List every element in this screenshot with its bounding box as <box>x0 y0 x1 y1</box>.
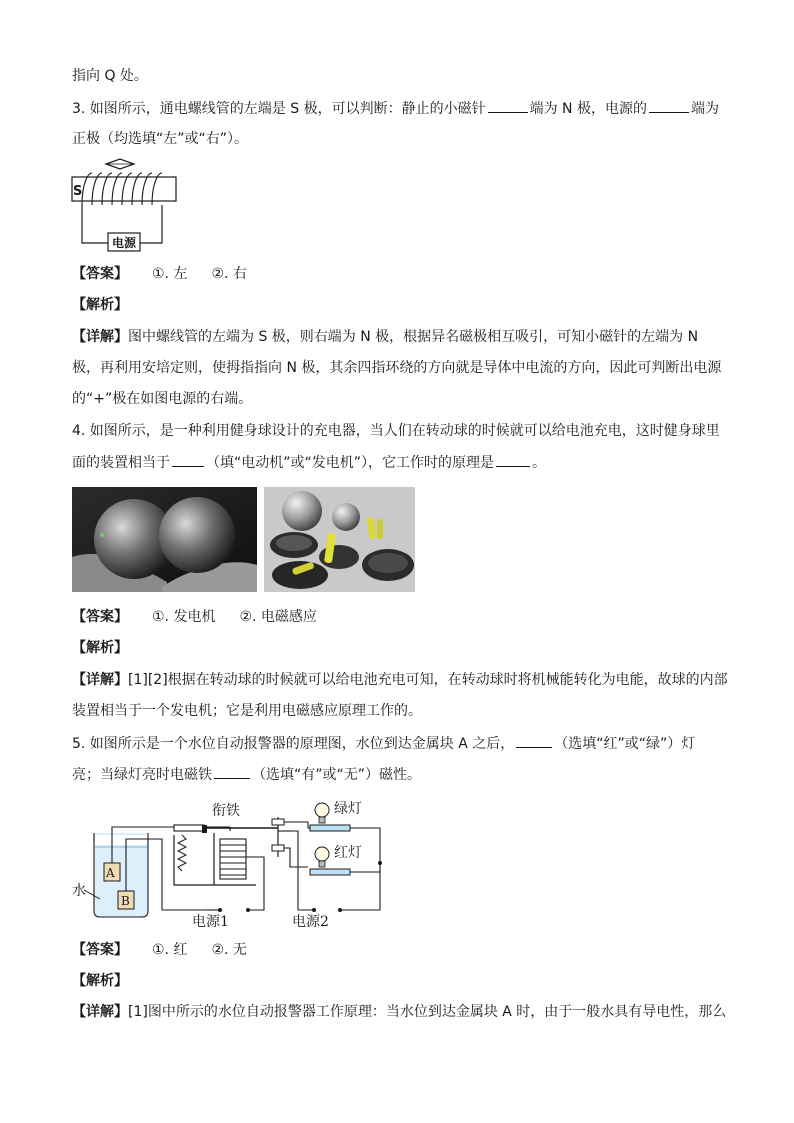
q5-answer-row <box>72 940 247 960</box>
q3-answer-1: ①. 左 <box>152 266 188 282</box>
detail-tag: 【详解】 <box>72 1004 128 1020</box>
q4-answer-row <box>72 607 317 627</box>
ball-right <box>159 497 235 573</box>
power2-label: 电源2 <box>292 914 329 930</box>
q3-answer-2: ②. 右 <box>211 266 247 282</box>
q5-blank-1 <box>516 733 552 748</box>
q3-analysis-tag: 【解析】 <box>72 297 128 313</box>
q4-analysis-tag: 【解析】 <box>72 640 128 656</box>
q4-detail-line-2: 装置相当于一个发电机；它是利用电磁感应原理工作的。 <box>72 703 422 719</box>
question-3-line-1 <box>72 98 719 119</box>
solenoid-figure <box>70 155 180 255</box>
solenoid-core <box>72 177 176 201</box>
q4-detail-text-1: [1][2]根据在转动球的时候就可以给电池充电可知，在转动球时将机械能转化为电能，故球的内部 <box>128 672 728 688</box>
power-source-label: 电源 <box>111 236 137 250</box>
q4-blank-2 <box>496 452 530 467</box>
q5-detail-line-1 <box>72 1002 726 1022</box>
detail-tag: 【详解】 <box>72 672 128 688</box>
water-label: 水 <box>72 883 86 899</box>
green-lamp-bulb <box>315 803 329 817</box>
q3-text-c: 端为 <box>690 101 719 117</box>
q3-blank-1 <box>488 98 528 113</box>
red-lamp-label: 红灯 <box>334 845 362 861</box>
q5-text-c: 亮；当绿灯亮时电磁铁 <box>72 767 212 783</box>
text-line-continuation: 指向 Q 处。 <box>72 68 148 84</box>
q4-text-b: （填“电动机”或“发电机”），它工作时的原理是 <box>206 455 495 471</box>
q4-blank-1 <box>172 452 204 467</box>
question-4-line-2 <box>72 452 546 473</box>
water-level-alarm-figure <box>70 795 390 930</box>
power1-label: 电源1 <box>192 914 229 930</box>
q5-answer-1: ①. 红 <box>152 942 188 958</box>
q5-text-b: （选填“红”或“绿”）灯 <box>554 736 696 752</box>
question-4-line-1: 4. 如图所示，是一种利用健身球设计的充电器，当人们在转动球的时候就可以给电池充电，这时健身球里 <box>72 423 720 439</box>
label-a: A <box>106 866 115 880</box>
q3-detail-line-2: 极，再利用安培定则，使拇指指向 N 极，其余四指环绕的方向就是导体中电流的方向，因此可判断出电源 <box>72 360 722 376</box>
red-lamp-base <box>310 869 350 875</box>
q3-detail-line-1 <box>72 327 698 347</box>
answer-tag: 【答案】 <box>72 266 128 282</box>
wire-right <box>140 205 162 243</box>
s-pole-label: S <box>73 184 83 199</box>
q3-answer-row <box>72 264 247 284</box>
solenoid-coil <box>82 173 162 205</box>
q4-detail-line-1 <box>72 670 728 690</box>
label-b: B <box>121 894 130 908</box>
q5-answer-2: ②. 无 <box>211 942 247 958</box>
q3-detail-line-3: 的“+”极在如图电源的右端。 <box>72 391 253 407</box>
q4-answer-2: ②. 电磁感应 <box>239 609 317 625</box>
q3-detail-text-1: 图中螺线管的左端为 S 极，则右端为 N 极，根据异名磁极相互吸引，可知小磁针的左端为 N <box>128 329 699 345</box>
green-lamp-base <box>310 825 350 831</box>
q5-text-a: 5. 如图所示是一个水位自动报警器的原理图，水位到达金属块 A 之后， <box>72 736 515 752</box>
question-5-line-1 <box>72 733 695 754</box>
q3-blank-2 <box>649 98 689 113</box>
answer-tag: 【答案】 <box>72 609 128 625</box>
question-5-line-2 <box>72 764 421 785</box>
q5-analysis-tag: 【解析】 <box>72 973 128 989</box>
q5-blank-2 <box>214 764 250 779</box>
q5-text-d: （选填“有”或“无”）磁性。 <box>252 767 422 783</box>
wire-left <box>82 205 108 243</box>
q4-text-c: 。 <box>532 455 547 471</box>
q3-text-a: 3. 如图所示，通电螺线管的左端是 S 极，可以判断：静止的小磁针 <box>72 101 486 117</box>
fitness-ball-open-photo <box>264 487 415 592</box>
q3-text-b: 端为 N 极，电源的 <box>529 101 647 117</box>
armature-label: 衔铁 <box>212 803 240 819</box>
q4-answer-1: ①. 发电机 <box>152 609 216 625</box>
answer-tag: 【答案】 <box>72 942 128 958</box>
q5-detail-text-1: [1]图中所示的水位自动报警器工作原理：当水位到达金属块 A 时，由于一般水具有导电性，那么 <box>128 1004 727 1020</box>
green-lamp-label: 绿灯 <box>334 801 362 817</box>
q4-text-a: 面的装置相当于 <box>72 455 170 471</box>
detail-tag: 【详解】 <box>72 329 128 345</box>
fitness-ball-hands-photo <box>72 487 257 592</box>
question-3-line-2: 正极（均选填“左”或“右”）。 <box>72 131 249 147</box>
red-lamp-bulb <box>315 847 329 861</box>
